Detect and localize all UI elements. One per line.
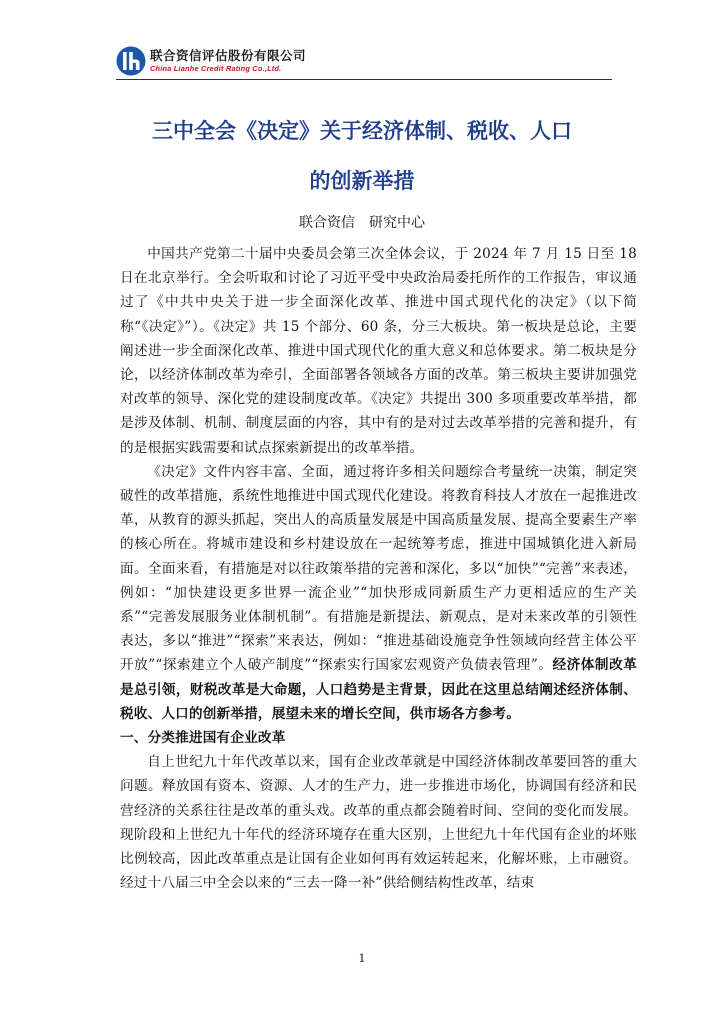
page-number: 1 — [358, 952, 366, 965]
company-name-en: China Lianhe Credit Rating Co.,Ltd. — [150, 64, 282, 74]
company-name-cn: 联合资信评估股份有限公司 — [150, 47, 307, 63]
letterhead — [116, 46, 306, 76]
lianhe-logo-icon — [116, 46, 146, 76]
author-dept: 研究中心 — [369, 215, 425, 231]
paragraph-overview — [120, 460, 637, 726]
paragraph-soe-reform: 自上世纪九十年代改革以来，国有企业改革就是中国经济体制改革要回答的重大问题。释放国有资本、资源、人才的生产力，进一步推进市场化，协调国有经济和民营经济的关系往往是改革的重头戏。改革的重点都会随着时间、空间的变化而发展。现阶段和上世纪九十年代的经济环境存在重大区别，上世纪九十年代国有企业的坏账比例较高，因此改革重点是让国有企业如何再有效运转起来，化解坏账，上市融资。经过十八届三中全会以来的“三去一降一补”供给侧结构性改革，结束 — [120, 754, 637, 892]
paragraph-overview-text: 《决定》文件内容丰富、全面，通过将许多相关问题综合考量统一决策，制定突破性的改革措施，系统性地推进中国式现代化建设。将教育科技人才放在一起推进改革，从教育的源头抓起，突出人的高质量发展是中国高质量发展、提高全要素生产率的核心所在。将城市建设和乡村建设放在一起统筹考虑，推进中国城镇化进入新局面。全面来看，有措施是对以往政策举措的完善和深化，多以“加快”“完善”来表述，例如：“加快建设更多世界一流企业”“加快形成同新质生产力更相适应的生产关系”“完善发展服务业体制机制”。有措施是新提法、新观点，是对未来改革的引领性表达，多以“推进”“探索”来表达，例如：“推进基础设施竞争性领域向经营主体公平开放”“探索建立个人破产制度”“探索实行国家宏观资产负债表管理”。 — [120, 463, 637, 674]
company-name-block — [150, 47, 307, 74]
author-line — [0, 212, 724, 232]
paragraph-intro: 中国共产党第二十届中央委员会第三次全体会议，于 2024 年 7 月 15 日至 18 日在北京举行。全会听取和讨论了习近平受中央政治局委托所作的工作报告，审议通过了《中共中央关于进一步全面深化改革、推进中国式现代化的决定》（以下简称“《决定》”）。《决定》共 15 个部分、60 条，分三大板块。第一板块是总论，主要阐述进一步全面深化改革、推进中国式现代化的重大意义和总体要求。第二板块是分论，以经济体制改革为牵引，全面部署各领域各方面的改革。第三板块主要讲加强党对改革的领导、深化党的建设制度改革。《决定》共提出 300 多项重要改革举措，都是涉及体制、机制、制度层面的内容，其中有的是对过去改革举措的完善和提升，有的是根据实践需要和试点探索新提出的改革举措。 — [120, 246, 637, 456]
document-title-line-2: 的创新举措 — [309, 169, 415, 193]
author-org: 联合资信 — [299, 215, 355, 231]
document-title-line-1: 三中全会《决定》关于经济体制、税收、人口 — [152, 119, 572, 143]
header-divider — [116, 79, 612, 80]
paragraph-overview-emphasis: 经济体制改革是总引领，财税改革是大命题，人口趋势是主背景，因此在这里总结阐述经济体制、税收、人口的创新举措，展望未来的增长空间，供市场各方参考。 — [120, 657, 637, 722]
section-heading-1: 一、分类推进国有企业改革 — [120, 730, 286, 747]
document-body — [120, 242, 637, 895]
